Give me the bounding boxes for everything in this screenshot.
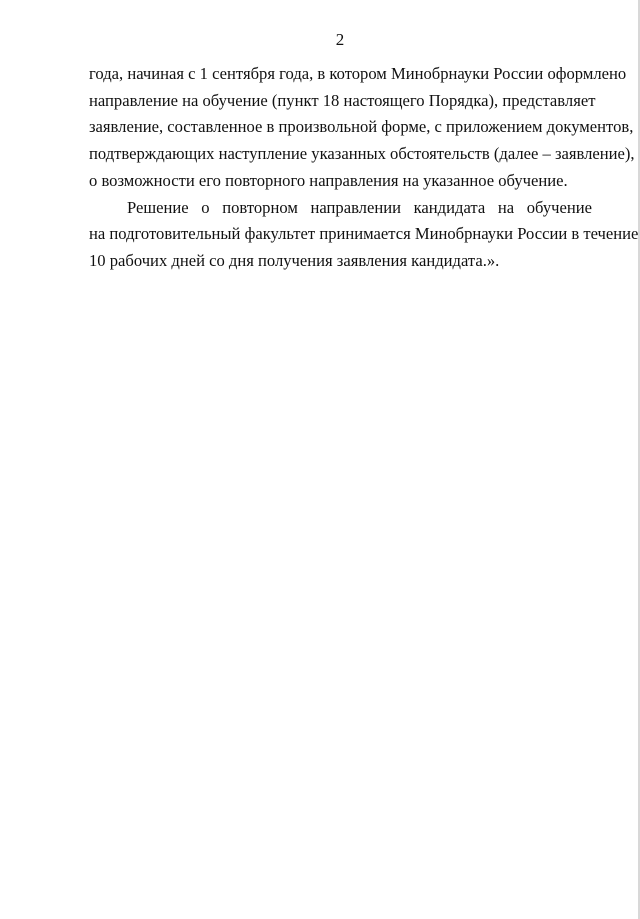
document-body (89, 61, 639, 275)
paragraph-1-line-3: заявление, составленное в произвольной форме, с приложением документов, (89, 117, 634, 137)
paragraph-1-line-5: о возможности его повторного направления на указанное обучение. (89, 170, 568, 190)
paragraph-2-line-3: 10 рабочих дней со дня получения заявления кандидата.». (89, 250, 500, 270)
paragraph-1-line-4: подтверждающих наступление указанных обстоятельств (далее – заявление), (89, 144, 635, 164)
paragraph-2-line-2: на подготовительный факультет принимается Минобрнауки России в течение (89, 224, 639, 244)
page-number: 2 (335, 30, 345, 49)
paragraph-1-line-1: года, начиная с 1 сентября года, в котором Минобрнауки России оформлено (89, 64, 627, 83)
paragraph-2 (89, 195, 639, 275)
paragraph-1-line-2: направление на обучение (пункт 18 настоящего Порядка), представляет (89, 90, 596, 110)
paragraph-2-line-1: Решение о повторном направлении кандидата на обучение (127, 197, 592, 217)
paragraph-1 (89, 61, 635, 195)
